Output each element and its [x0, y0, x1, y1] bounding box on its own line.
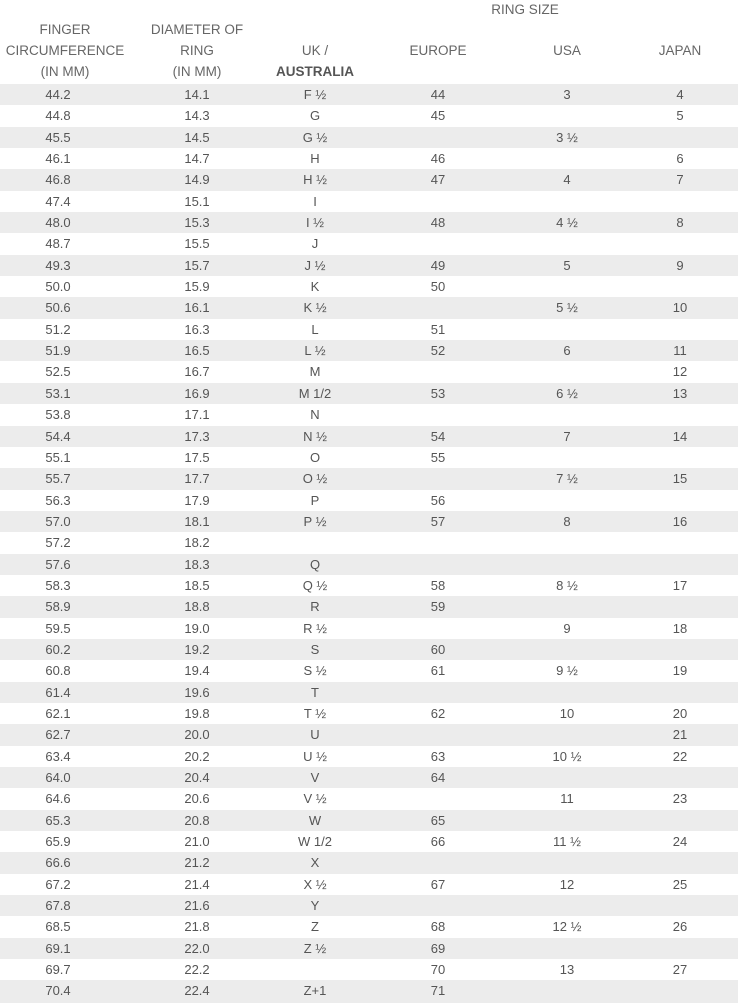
- japan-size-cell: 22: [672, 748, 688, 764]
- finger-circumference-cell: 61.4: [45, 684, 71, 700]
- table-row: [0, 233, 738, 254]
- japan-size-cell: 24: [672, 834, 688, 850]
- japan-size-cell: 12: [672, 364, 688, 380]
- uk-australia-size-cell: L: [311, 321, 319, 337]
- japan-size-cell: 26: [672, 919, 688, 935]
- finger-circumference-cell: 46.1: [45, 151, 71, 167]
- finger-circumference-cell: 57.2: [45, 535, 71, 551]
- japan-size-cell: 7: [676, 172, 684, 188]
- uk-australia-size-cell: X: [310, 855, 320, 871]
- uk-australia-size-cell: I: [313, 193, 317, 209]
- uk-australia-size-cell: Z+1: [303, 983, 327, 999]
- ring-diameter-cell: 15.1: [184, 193, 210, 209]
- usa-header: USA: [553, 43, 581, 58]
- size-table-body: [0, 84, 738, 1002]
- finger-circumference-cell: 67.2: [45, 876, 71, 892]
- table-row: [0, 468, 738, 489]
- table-row: [0, 746, 738, 767]
- europe-size-cell: 51: [430, 321, 446, 337]
- usa-size-cell: 9 ½: [556, 663, 578, 679]
- table-row: [0, 575, 738, 596]
- europe-size-cell: 66: [430, 834, 446, 850]
- ring-diameter-cell: 18.8: [184, 599, 210, 615]
- ring-diameter-header-line: (IN MM): [172, 64, 222, 79]
- table-header: [0, 0, 738, 84]
- japan-size-cell: 14: [672, 428, 688, 444]
- europe-size-cell: 69: [430, 940, 446, 956]
- europe-size-cell: 45: [430, 108, 446, 124]
- usa-size-cell: 6 ½: [556, 385, 578, 401]
- japan-size-cell: 21: [672, 727, 688, 743]
- usa-size-cell: 4 ½: [556, 215, 578, 231]
- japan-size-cell: 25: [672, 876, 688, 892]
- ring-diameter-cell: 17.9: [184, 492, 210, 508]
- usa-size-cell: 12: [559, 876, 575, 892]
- finger-circumference-cell: 52.5: [45, 364, 71, 380]
- uk-australia-size-cell: Z: [311, 919, 319, 935]
- finger-circumference-cell: 50.6: [45, 300, 71, 316]
- table-row: [0, 169, 738, 190]
- uk-australia-size-cell: J: [311, 236, 319, 252]
- ring-diameter-cell: 14.9: [184, 172, 210, 188]
- usa-size-cell: 11 ½: [553, 834, 581, 850]
- europe-size-cell: 44: [430, 87, 446, 102]
- ring-diameter-cell: 18.3: [184, 556, 210, 572]
- uk-australia-size-cell: V ½: [303, 791, 327, 807]
- table-row: [0, 426, 738, 447]
- usa-size-cell: 5 ½: [556, 300, 578, 316]
- uk-australia-size-cell: M: [309, 364, 321, 380]
- ring-diameter-cell: 22.2: [184, 962, 210, 978]
- usa-size-cell: 10 ½: [552, 748, 582, 764]
- uk-australia-size-cell: V: [310, 770, 320, 785]
- finger-circumference-cell: 51.9: [45, 343, 71, 359]
- europe-size-cell: 55: [430, 449, 446, 465]
- table-row: [0, 916, 738, 937]
- ring-diameter-cell: 16.9: [184, 385, 210, 401]
- europe-size-cell: 70: [430, 962, 446, 978]
- usa-size-cell: 8 ½: [556, 577, 578, 593]
- table-row: [0, 105, 738, 126]
- table-row: [0, 639, 738, 660]
- europe-size-cell: 49: [430, 257, 446, 273]
- uk-australia-size-cell: O: [309, 449, 321, 465]
- europe-size-cell: 67: [430, 876, 446, 892]
- table-row: [0, 319, 738, 340]
- finger-circumference-header-line: CIRCUMFERENCE: [5, 43, 125, 58]
- uk-australia-size-cell: Q: [309, 556, 321, 572]
- uk-australia-size-cell: O ½: [302, 471, 328, 487]
- uk-header-line: UK /: [301, 43, 329, 58]
- uk-australia-size-cell: P ½: [303, 513, 327, 529]
- finger-circumference-cell: 44.8: [45, 108, 71, 124]
- usa-size-cell: 7 ½: [556, 471, 578, 487]
- finger-circumference-cell: 56.3: [45, 492, 71, 508]
- uk-australia-size-cell: R ½: [303, 620, 327, 636]
- uk-australia-size-cell: X ½: [303, 876, 327, 892]
- europe-header: EUROPE: [409, 43, 467, 58]
- finger-circumference-header-line: (IN MM): [40, 64, 90, 79]
- ring-diameter-cell: 19.2: [184, 641, 210, 657]
- ring-diameter-cell: 15.9: [184, 279, 210, 295]
- ring-diameter-cell: 20.4: [184, 770, 210, 785]
- japan-size-cell: 18: [672, 620, 688, 636]
- finger-circumference-cell: 48.7: [45, 236, 71, 252]
- table-row: [0, 490, 738, 511]
- uk-australia-size-cell: G: [309, 108, 321, 124]
- table-row: [0, 511, 738, 532]
- finger-circumference-cell: 53.1: [45, 385, 71, 401]
- uk-australia-size-cell: H: [310, 151, 320, 167]
- ring-diameter-cell: 15.7: [184, 257, 210, 273]
- finger-circumference-cell: 69.1: [45, 940, 71, 956]
- europe-size-cell: 56: [430, 492, 446, 508]
- japan-size-cell: 6: [676, 151, 684, 167]
- ring-diameter-cell: 20.8: [184, 812, 210, 828]
- table-row: [0, 682, 738, 703]
- europe-size-cell: 50: [430, 279, 446, 295]
- japan-size-cell: 15: [672, 471, 688, 487]
- uk-australia-size-cell: Z ½: [303, 940, 327, 956]
- usa-size-cell: 12 ½: [552, 919, 582, 935]
- europe-size-cell: 60: [430, 641, 446, 657]
- table-row: [0, 383, 738, 404]
- japan-size-cell: 20: [672, 705, 688, 721]
- table-row: [0, 148, 738, 169]
- ring-diameter-cell: 19.0: [184, 620, 210, 636]
- ring-diameter-header-line: RING: [180, 43, 214, 58]
- usa-size-cell: 7: [563, 428, 571, 444]
- ring-diameter-cell: 21.4: [184, 876, 210, 892]
- uk-australia-size-cell: S ½: [303, 663, 327, 679]
- usa-size-cell: 8: [563, 513, 571, 529]
- table-row: [0, 959, 738, 980]
- finger-circumference-cell: 62.1: [45, 705, 71, 721]
- ring-diameter-cell: 21.6: [184, 898, 210, 914]
- finger-circumference-cell: 65.3: [45, 812, 71, 828]
- table-row: [0, 767, 738, 788]
- usa-size-cell: 3: [563, 87, 571, 102]
- uk-australia-size-cell: U ½: [303, 748, 327, 764]
- finger-circumference-cell: 69.7: [45, 962, 71, 978]
- ring-diameter-cell: 22.0: [184, 940, 210, 956]
- uk-australia-size-cell: G ½: [302, 129, 328, 145]
- table-row: [0, 361, 738, 382]
- europe-size-cell: 53: [430, 385, 446, 401]
- europe-size-cell: 52: [430, 343, 446, 359]
- europe-size-cell: 61: [430, 663, 446, 679]
- europe-size-cell: 58: [430, 577, 446, 593]
- table-row: [0, 404, 738, 425]
- japan-size-cell: 9: [676, 257, 684, 273]
- usa-size-cell: 9: [563, 620, 571, 636]
- finger-circumference-cell: 54.4: [45, 428, 71, 444]
- japan-size-cell: 8: [676, 215, 684, 231]
- finger-circumference-cell: 46.8: [45, 172, 71, 188]
- ring-diameter-cell: 17.3: [184, 428, 210, 444]
- uk-australia-size-cell: S: [310, 641, 320, 657]
- japan-size-cell: 13: [672, 385, 688, 401]
- ring-diameter-header: [132, 19, 262, 82]
- finger-circumference-cell: 65.9: [45, 834, 71, 850]
- uk-australia-size-cell: R: [310, 599, 320, 615]
- ring-diameter-cell: 16.1: [184, 300, 210, 316]
- table-row: [0, 810, 738, 831]
- finger-circumference-cell: 48.0: [45, 215, 71, 231]
- table-row: [0, 532, 738, 553]
- europe-size-cell: 47: [430, 172, 446, 188]
- europe-size-cell: 68: [430, 919, 446, 935]
- ring-diameter-cell: 14.7: [184, 151, 210, 167]
- uk-australia-size-cell: J ½: [304, 257, 326, 273]
- table-row: [0, 938, 738, 959]
- table-row: [0, 297, 738, 318]
- finger-circumference-cell: 55.7: [45, 471, 71, 487]
- ring-diameter-cell: 21.8: [184, 919, 210, 935]
- uk-australia-size-cell: H ½: [303, 172, 327, 188]
- finger-circumference-cell: 60.2: [45, 641, 71, 657]
- ring-diameter-cell: 19.6: [184, 684, 210, 700]
- uk-australia-size-cell: T ½: [303, 705, 327, 721]
- uk-australia-size-cell: P: [310, 492, 320, 508]
- japan-size-cell: 17: [672, 577, 688, 593]
- finger-circumference-cell: 49.3: [45, 257, 71, 273]
- uk-australia-size-cell: W: [308, 812, 322, 828]
- usa-size-cell: 5: [563, 257, 571, 273]
- ring-diameter-cell: 16.3: [184, 321, 210, 337]
- table-row: [0, 831, 738, 852]
- uk-australia-size-cell: T: [311, 684, 319, 700]
- ring-diameter-cell: 17.1: [184, 407, 210, 423]
- ring-diameter-cell: 21.0: [184, 834, 210, 850]
- usa-size-cell: 11: [560, 791, 574, 807]
- ring-diameter-cell: 14.1: [184, 87, 210, 102]
- table-row: [0, 874, 738, 895]
- finger-circumference-cell: 68.5: [45, 919, 71, 935]
- table-row: [0, 724, 738, 745]
- table-row: [0, 127, 738, 148]
- usa-size-cell: 10: [559, 705, 575, 721]
- usa-size-cell: 3 ½: [556, 129, 578, 145]
- finger-circumference-cell: 50.0: [45, 279, 71, 295]
- ring-diameter-cell: 22.4: [184, 983, 210, 999]
- uk-australia-size-cell: Y: [310, 898, 320, 914]
- ring-diameter-cell: 18.5: [184, 577, 210, 593]
- ring-diameter-cell: 19.4: [184, 663, 210, 679]
- uk-australia-size-cell: L ½: [304, 343, 326, 359]
- finger-circumference-header-line: FINGER: [39, 22, 91, 37]
- table-row: [0, 84, 738, 105]
- table-row: [0, 703, 738, 724]
- ring-diameter-cell: 20.0: [184, 727, 210, 743]
- ring-diameter-cell: 17.7: [184, 471, 210, 487]
- japan-size-cell: 5: [676, 108, 684, 124]
- ring-diameter-cell: 19.8: [184, 705, 210, 721]
- ring-diameter-cell: 14.5: [184, 129, 210, 145]
- uk-australia-size-cell: Q ½: [302, 577, 328, 593]
- europe-size-cell: 46: [430, 151, 446, 167]
- finger-circumference-cell: 64.6: [45, 791, 71, 807]
- table-row: [0, 554, 738, 575]
- japan-header: JAPAN: [658, 43, 702, 58]
- europe-size-cell: 65: [430, 812, 446, 828]
- uk-australia-size-cell: N ½: [303, 428, 327, 444]
- uk-australia-size-cell: W 1/2: [298, 834, 332, 850]
- table-row: [0, 191, 738, 212]
- table-row: [0, 618, 738, 639]
- ring-size-group-label: RING SIZE: [491, 2, 559, 17]
- table-row: [0, 276, 738, 297]
- uk-australia-size-cell: K: [310, 279, 320, 295]
- japan-size-cell: 10: [672, 300, 688, 316]
- table-row: [0, 660, 738, 681]
- ring-diameter-cell: 20.2: [184, 748, 210, 764]
- ring-diameter-cell: 21.2: [184, 855, 210, 871]
- finger-circumference-cell: 62.7: [45, 727, 71, 743]
- uk-australia-size-cell: M 1/2: [298, 385, 332, 401]
- uk-australia-size-cell: U: [310, 727, 320, 743]
- cut-off-row: [0, 999, 738, 1003]
- japan-size-cell: 23: [672, 791, 688, 807]
- europe-size-cell: 62: [430, 705, 446, 721]
- ring-diameter-cell: 16.7: [184, 364, 210, 380]
- usa-size-cell: 13: [559, 962, 575, 978]
- ring-diameter-cell: 18.1: [184, 513, 210, 529]
- japan-size-cell: 27: [672, 962, 688, 978]
- japan-size-cell: 19: [672, 663, 688, 679]
- ring-diameter-cell: 20.6: [184, 791, 210, 807]
- europe-size-cell: 57: [430, 513, 446, 529]
- finger-circumference-cell: 51.2: [45, 321, 71, 337]
- usa-size-cell: 6: [563, 343, 571, 359]
- finger-circumference-cell: 66.6: [45, 855, 71, 871]
- europe-size-cell: 64: [430, 770, 446, 785]
- finger-circumference-cell: 44.2: [45, 87, 71, 102]
- ring-diameter-cell: 18.2: [184, 535, 210, 551]
- uk-australia-size-cell: F ½: [303, 87, 327, 102]
- ring-diameter-cell: 14.3: [184, 108, 210, 124]
- uk-australia-size-cell: I ½: [305, 215, 325, 231]
- table-row: [0, 852, 738, 873]
- europe-size-cell: 59: [430, 599, 446, 615]
- finger-circumference-cell: 63.4: [45, 748, 71, 764]
- finger-circumference-cell: 45.5: [45, 129, 71, 145]
- finger-circumference-cell: 57.6: [45, 556, 71, 572]
- table-row: [0, 596, 738, 617]
- finger-circumference-cell: 64.0: [45, 770, 71, 785]
- europe-size-cell: 54: [430, 428, 446, 444]
- uk-australia-size-cell: N: [310, 407, 320, 423]
- finger-circumference-cell: 47.4: [45, 193, 71, 209]
- finger-circumference-cell: 58.3: [45, 577, 71, 593]
- ring-diameter-cell: 17.5: [184, 449, 210, 465]
- finger-circumference-cell: 53.8: [45, 407, 71, 423]
- ring-diameter-header-line: DIAMETER OF: [150, 22, 244, 37]
- australia-header-line: AUSTRALIA: [276, 64, 354, 79]
- europe-size-cell: 71: [430, 983, 446, 999]
- finger-circumference-cell: 70.4: [45, 983, 71, 999]
- uk-australia-size-cell: K ½: [303, 300, 327, 316]
- uk-australia-header: [255, 40, 375, 82]
- finger-circumference-cell: 58.9: [45, 599, 71, 615]
- table-row: [0, 340, 738, 361]
- japan-size-cell: 16: [672, 513, 688, 529]
- usa-size-cell: 4: [563, 172, 571, 188]
- finger-circumference-cell: 60.8: [45, 663, 71, 679]
- ring-diameter-cell: 16.5: [184, 343, 210, 359]
- table-row: [0, 255, 738, 276]
- finger-circumference-cell: 57.0: [45, 513, 71, 529]
- finger-circumference-cell: 67.8: [45, 898, 71, 914]
- japan-size-cell: 11: [673, 343, 687, 359]
- table-row: [0, 788, 738, 809]
- finger-circumference-header: [0, 19, 130, 82]
- finger-circumference-cell: 59.5: [45, 620, 71, 636]
- ring-diameter-cell: 15.5: [184, 236, 210, 252]
- europe-size-cell: 48: [430, 215, 446, 231]
- japan-size-cell: 4: [676, 87, 684, 102]
- table-row: [0, 895, 738, 916]
- table-row: [0, 212, 738, 233]
- finger-circumference-cell: 55.1: [45, 449, 71, 465]
- ring-diameter-cell: 15.3: [184, 215, 210, 231]
- europe-size-cell: 63: [430, 748, 446, 764]
- table-row: [0, 447, 738, 468]
